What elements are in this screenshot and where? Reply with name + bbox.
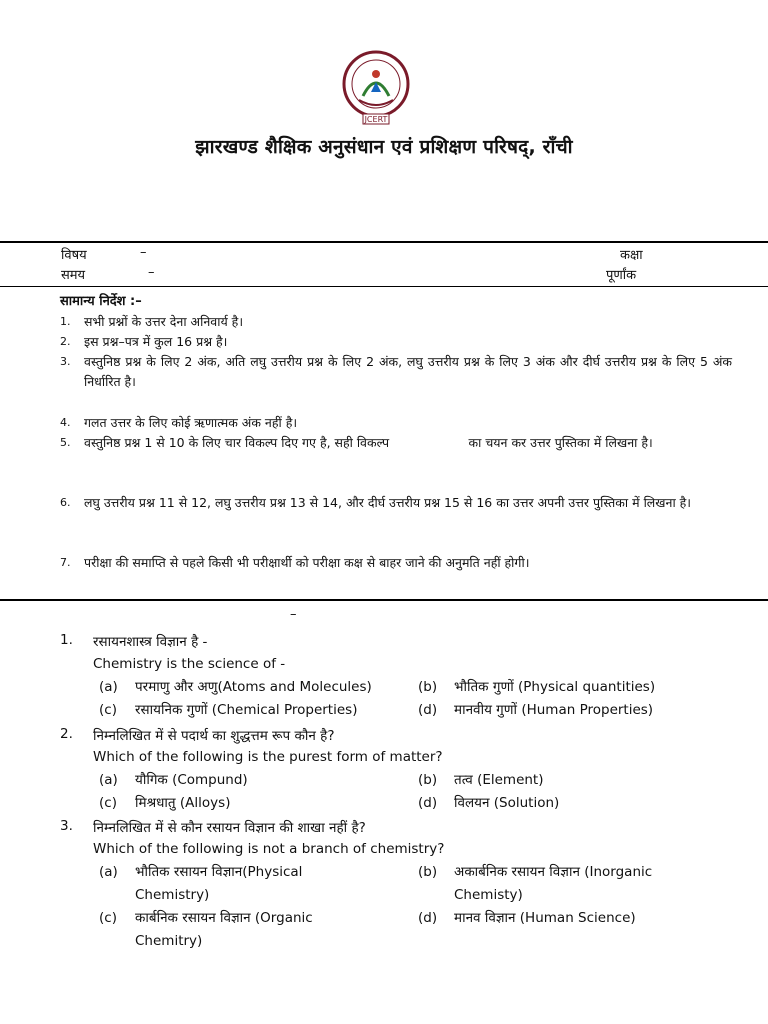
instruction-number: 4. [60, 416, 71, 429]
instruction-text: वस्तुनिष्ठ प्रश्न 1 से 10 के लिए चार विकल्प दिए गए है, सही विकल्प का चयन कर उत्तर पुस्तिका में लिखना है। [84, 435, 653, 450]
instruction-number: 1. [60, 315, 71, 328]
option-text: विलयन (Solution) [454, 795, 560, 811]
question-hindi: रसायनशास्त्र विज्ञान है - [93, 634, 208, 650]
option-text: मानव विज्ञान (Human Science) [454, 910, 636, 926]
question-hindi: निम्नलिखित में से कौन रसायन विज्ञान की शाखा नहीं है? [93, 820, 366, 836]
marks-label: पूर्णांक [606, 268, 637, 283]
logo-text: JCERT [364, 115, 388, 124]
instruction-text: इस प्रश्न–पत्र में कुल 16 प्रश्न है। [84, 334, 228, 349]
instruction-text: परीक्षा की समाप्ति से पहले किसी भी परीक्षार्थी को परीक्षा कक्ष से बाहर जाने की अनुमति नहीं होगी। [84, 555, 530, 570]
instruction-number: 6. [60, 496, 71, 509]
option-label: (b) [418, 679, 438, 695]
divider-top [0, 241, 768, 243]
divider-bottom [0, 599, 768, 601]
option-label: (c) [99, 910, 117, 926]
option-label: (a) [99, 864, 118, 880]
option-label: (b) [418, 864, 438, 880]
time-separator: – [148, 265, 155, 280]
jcert-logo [341, 48, 411, 128]
question-english: Which of the following is not a branch of chemistry? [93, 841, 445, 857]
option-text: रसायनिक गुणों (Chemical Properties) [135, 702, 358, 718]
option-label: (a) [99, 772, 118, 788]
instruction-number: 2. [60, 335, 71, 348]
option-text: भौतिक रसायन विज्ञान(Physical Chemistry) [135, 864, 303, 903]
subject-separator: – [140, 245, 147, 260]
page-title: झारखण्ड शैक्षिक अनुसंधान एवं प्रशिक्षण परिषद्, राँची [195, 136, 573, 158]
instruction-text: सभी प्रश्नों के उत्तर देना अनिवार्य है। [84, 314, 244, 329]
option-label: (d) [418, 702, 438, 718]
option-text: अकार्बनिक रसायन विज्ञान (Inorganic Chemisty) [454, 864, 653, 903]
time-label: समय [61, 268, 86, 283]
subject-label: विषय [61, 248, 87, 263]
instruction-text: लघु उत्तरीय प्रश्न 11 से 12, लघु उत्तरीय प्रश्न 13 से 14, और दीर्घ उत्तरीय प्रश्न 15 से 16 का उत्तर अपनी उत्तर पुस्तिका में लिखना है। [84, 495, 692, 510]
class-label: कक्षा [620, 248, 643, 263]
option-label: (d) [418, 795, 438, 811]
option-text: भौतिक गुणों (Physical quantities) [454, 679, 656, 695]
question-number: 1. [60, 632, 73, 648]
question-number: 3. [60, 818, 73, 834]
question-english: Chemistry is the science of - [93, 656, 286, 672]
option-label: (c) [99, 795, 117, 811]
option-label: (a) [99, 679, 118, 695]
option-text: कार्बनिक रसायन विज्ञान (Organic Chemitry) [135, 910, 313, 949]
question-hindi: निम्नलिखित में से पदार्थ का शुद्धत्तम रूप कौन है? [93, 728, 335, 744]
instruction-text: गलत उत्तर के लिए कोई ऋणात्मक अंक नहीं है। [84, 415, 298, 430]
option-text: यौगिक (Compund) [135, 772, 248, 788]
option-text: मानवीय गुणों (Human Properties) [454, 702, 654, 718]
instructions-heading: सामान्य निर्देश :– [60, 294, 142, 309]
question-english: Which of the following is the purest form of matter? [93, 749, 443, 765]
option-label: (b) [418, 772, 438, 788]
option-label: (c) [99, 702, 117, 718]
option-text: मिश्रधातु (Alloys) [135, 795, 231, 811]
section-dash: – [290, 607, 297, 622]
divider-meta [0, 286, 768, 287]
instruction-text: वस्तुनिष्ठ प्रश्न के लिए 2 अंक, अति लघु उत्तरीय प्रश्न के लिए 2 अंक, लघु उत्तरीय प्रश्न के लिए 3 अंक और दीर्घ उत्तरीय प्रश्न के लिए 5 अंक निर्धारित है। [84, 354, 732, 389]
option-text: तत्व (Element) [454, 772, 544, 788]
instruction-number: 5. [60, 436, 71, 449]
instruction-number: 7. [60, 556, 71, 569]
instruction-number: 3. [60, 355, 71, 368]
question-number: 2. [60, 726, 73, 742]
option-text: परमाणु और अणु(Atoms and Molecules) [135, 679, 372, 695]
option-label: (d) [418, 910, 438, 926]
